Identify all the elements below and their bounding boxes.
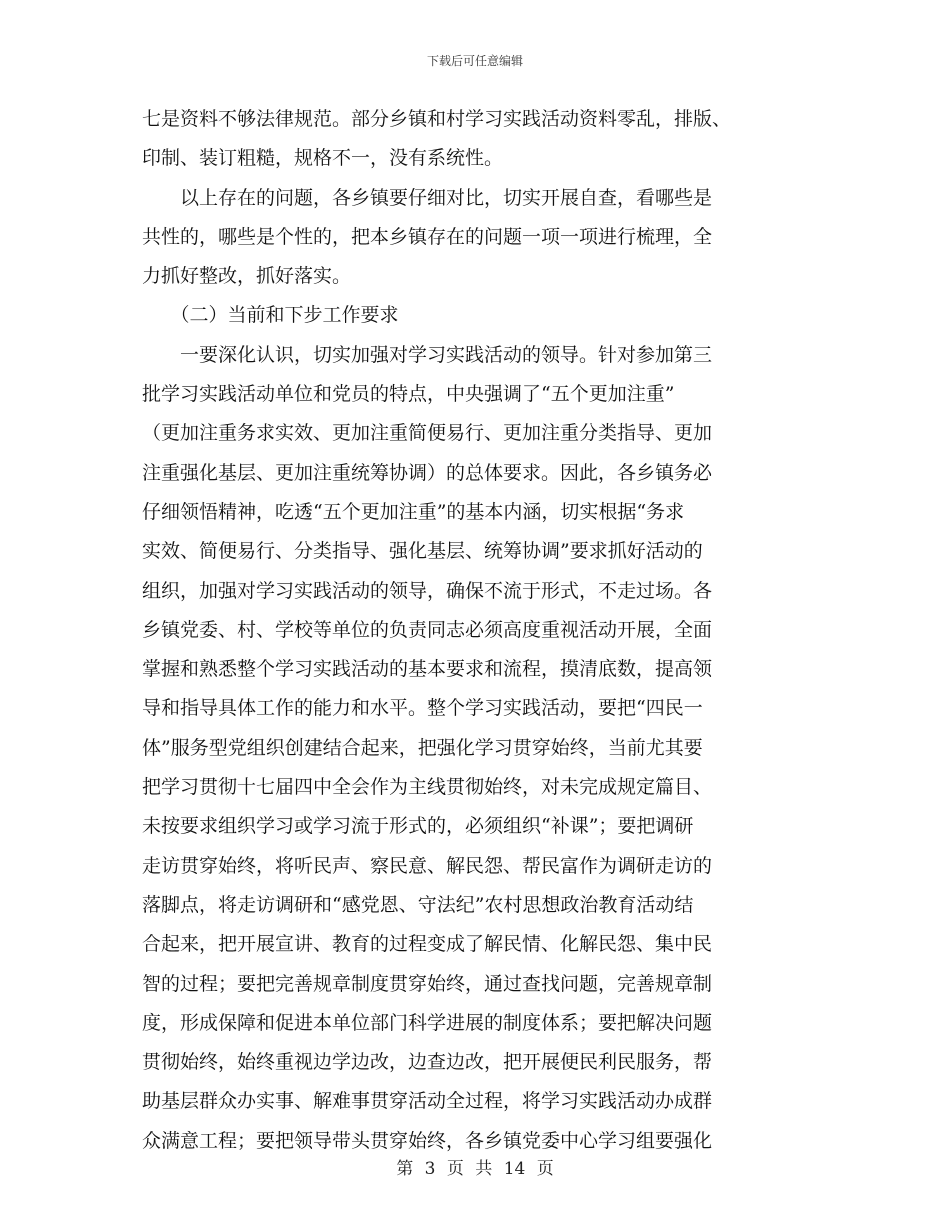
body-line: 贯彻始终，始终重视边学边改，边查边改，把开展便民利民服务，帮: [142, 1051, 713, 1074]
body-line: 印制、装订粗糙，规格不一，没有系统性。: [142, 147, 504, 170]
body-line: 助基层群众办实事、解难事贯穿活动全过程，将学习实践活动办成群: [142, 1090, 713, 1113]
body-line: 实效、简便易行、分类指导、强化基层、统筹协调”要求抓好活动的: [142, 540, 703, 563]
body-line: 仔细领悟精神，吃透“五个更加注重”的基本内涵，切实根据“务求: [142, 500, 685, 523]
body-line: 导和指导具体工作的能力和水平。整个学习实践活动，要把“四民一: [142, 697, 703, 720]
body-line: 合起来，把开展宣讲、教育的过程变成了解民情、化解民怨、集中民: [142, 933, 713, 956]
body-line: 乡镇党委、村、学校等单位的负责同志必须高度重视活动开展，全面: [142, 618, 713, 641]
body-line: 众满意工程；要把领导带头贯穿始终，各乡镇党委中心学习组要强化: [142, 1129, 713, 1152]
body-line: 力抓好整改，抓好落实。: [142, 265, 352, 288]
body-line: 把学习贯彻十七届四中全会作为主线贯彻始终，对未完成规定篇目、: [142, 776, 713, 799]
body-line: 度，形成保障和促进本单位部门科学进展的制度体系；要把解决问题: [142, 1011, 713, 1034]
body-line: 共性的，哪些是个性的，把本乡镇存在的问题一项一项进行梳理，全: [142, 225, 713, 248]
body-line: 一要深化认识，切实加强对学习实践活动的领导。针对参加第三: [142, 343, 713, 366]
body-line: 七是资料不够法律规范。部分乡镇和村学习实践活动资料零乱，排版、: [142, 108, 732, 130]
document-body: [142, 100, 797, 1161]
body-line: 批学习实践活动单位和党员的特点，中央强调了“五个更加注重”: [142, 383, 675, 406]
body-line: 智的过程；要把完善规章制度贯穿始终，通过查找问题，完善规章制: [142, 972, 713, 995]
page-header: 下载后可任意编辑: [426, 54, 523, 68]
body-line: 未按要求组织学习或学习流于形式的，必须组织“补课”；要把调研: [142, 815, 694, 838]
section-heading: （二）当前和下步工作要求: [142, 304, 399, 327]
body-line: 掌握和熟悉整个学习实践活动的基本要求和流程，摸清底数，提高领: [142, 658, 713, 681]
body-line: 组织，加强对学习实践活动的领导，确保不流于形式，不走过场。各: [142, 579, 713, 602]
body-line: 注重强化基层、更加注重统筹协调）的总体要求。因此，各乡镇务必: [142, 461, 713, 484]
body-line: 以上存在的问题，各乡镇要仔细对比，切实开展自查，看哪些是: [142, 186, 713, 209]
body-line: 体”服务型党组织创建结合起来，把强化学习贯穿始终，当前尤其要: [142, 736, 703, 759]
body-line: 走访贯穿始终，将听民声、察民意、解民怨、帮民富作为调研走访的: [142, 854, 713, 877]
body-line: （更加注重务求实效、更加注重简便易行、更加注重分类指导、更加: [142, 422, 713, 445]
page-footer: 第 3 页 共 14 页: [396, 1159, 554, 1179]
body-line: 落脚点，将走访调研和“感党恩、守法纪”农村思想政治教育活动结: [142, 893, 694, 916]
